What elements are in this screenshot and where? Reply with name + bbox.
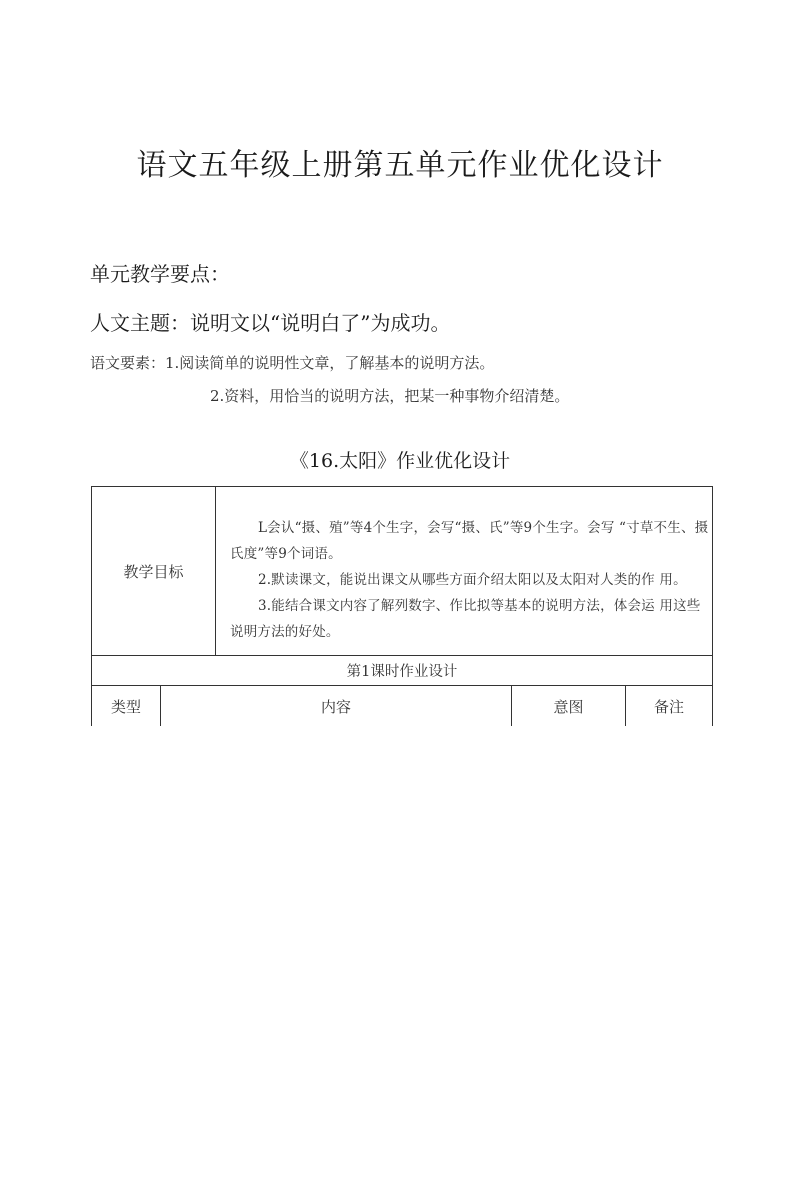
goal-item-1: L会认“摄、殖”等4个生字，会写“摄、氏”等9个生字。会写 “寸草不生、摄氏度”等9个词语。 <box>230 520 709 562</box>
header-notes: 备注 <box>653 697 684 716</box>
header-type: 类型 <box>92 686 161 726</box>
goal-item-3: 3.能结合课文内容了解列数字、作比拟等基本的说明方法，体会运 用这些说明方法的好处。 <box>230 598 701 640</box>
lesson-title: 《16.太阳》作业优化设计 <box>289 450 511 472</box>
header-intent: 意图 <box>512 686 626 726</box>
humanistic-theme: 人文主题：说明文以“说明白了”为成功。 <box>90 311 451 335</box>
document-title: 语文五年级上册第五单元作业优化设计 <box>136 148 664 183</box>
header-content: 内容 <box>161 686 512 726</box>
table-header-row <box>92 686 712 726</box>
teaching-goals-content <box>216 487 712 655</box>
homework-design-table <box>91 486 713 726</box>
lesson-1-homework-row: 第1课时作业设计 <box>92 656 712 686</box>
language-elements-line-1: 语文要素：1.阅读简单的说明性文章，了解基本的说明方法。 <box>90 354 495 372</box>
teaching-goals-row <box>92 487 712 656</box>
unit-key-points-label: 单元教学要点： <box>90 262 230 286</box>
goal-item-2: 2.默读课文，能说出课文从哪些方面介绍太阳以及太阳对人类的作 用。 <box>258 572 687 588</box>
teaching-goals-label: 教学目标 <box>92 487 216 655</box>
language-elements-line-2: 2.资料，用恰当的说明方法，把某一种事物介绍清楚。 <box>210 387 570 405</box>
